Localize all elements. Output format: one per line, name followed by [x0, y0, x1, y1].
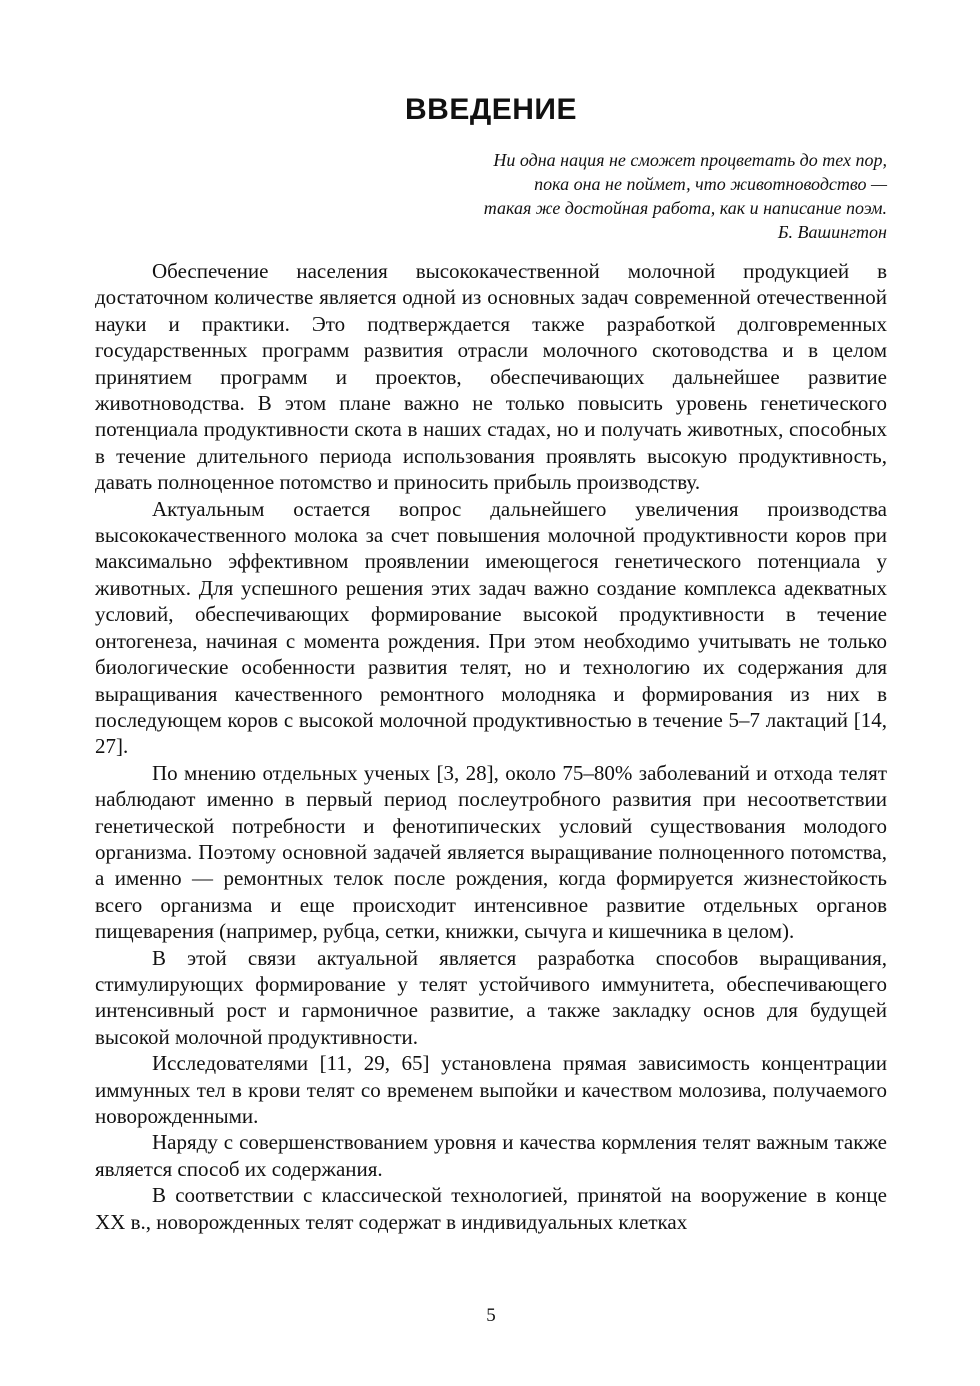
epigraph-line: пока она не поймет, что животноводство —	[534, 174, 887, 194]
document-page	[95, 0, 887, 1386]
paragraph: В этой связи актуальной является разработка способов выращивания, стимулирующих формирование у телят устойчивого иммунитета, обеспечивающего интенсивный рост и гармоничное развитие, а также закладку основ для будущей высокой молочной продуктивности.	[95, 945, 887, 1049]
paragraph: Исследователями [11, 29, 65] установлена прямая зависимость концентрации иммунных тел в крови телят со временем выпойки и качеством молозива, получаемого новорожденными.	[95, 1051, 887, 1128]
page-title: ВВЕДЕНИЕ	[405, 93, 577, 126]
paragraph: По мнению отдельных ученых [3, 28], около 75–80% заболеваний и отхода телят наблюдают именно в первый период послеутробного развития при несоответствии генетической потребности и фенотипических условий существования молодого организма. Поэтому основной задачей является выращивание полноценного потомства, а именно — ремонтных телок после рождения, когда формируется жизнестойкость всего организма и еще происходит интенсивное развитие отдельных органов пищеварения (например, рубца, сетки, книжки, сычуга и кишечника в целом).	[95, 760, 887, 944]
epigraph-line: Ни одна нация не сможет процветать до тех пор,	[493, 150, 887, 170]
paragraph: Актуальным остается вопрос дальнейшего увеличения производства высококачественного молока за счет повышения молочной продуктивности коров при максимально эффективном проявлении имеющегося генетического потенциала у животных. Для успешного решения этих задач важно создание комплекса адекватных условий, обеспечивающих формирование высокой продуктивности в течение онтогенеза, начиная с момента рождения. При этом необходимо учитывать не только биологические особенности развития телят, но и технологию их содержания для выращивания качественного ремонтного молодняка и формирования из них в последующем коров с высокой молочной продуктивностью в течение 5–7 лактаций [14, 27].	[95, 496, 887, 759]
epigraph-author: Б. Вашингтон	[777, 222, 887, 242]
paragraph: Обеспечение населения высококачественной молочной продукцией в достаточном количестве является одной из основных задач современной отечественной науки и практики. Это подтверждается также разработкой долговременных государственных программ развития отрасли молочного скотоводства и в целом принятием программ и проектов, обеспечивающих дальнейшее развитие животноводства. В этом плане важно не только повысить уровень генетического потенциала продуктивности скота в наших стадах, но и получать животных, способных в течение длительного периода использования проявлять высокую продуктивность, давать полноценное потомство и приносить прибыль производству.	[95, 259, 887, 495]
paragraph: В соответствии с классической технологией, принятой на вооружение в конце XX в., новорожденных телят содержат в индивидуальных клетках	[95, 1183, 887, 1234]
epigraph-line: такая же достойная работа, как и написание поэм.	[483, 198, 887, 218]
paragraph: Наряду с совершенствованием уровня и качества кормления телят важным также является способ их содержания.	[95, 1130, 887, 1181]
page-number: 5	[486, 1305, 496, 1326]
epigraph	[327, 148, 887, 244]
body-text	[95, 258, 887, 1235]
